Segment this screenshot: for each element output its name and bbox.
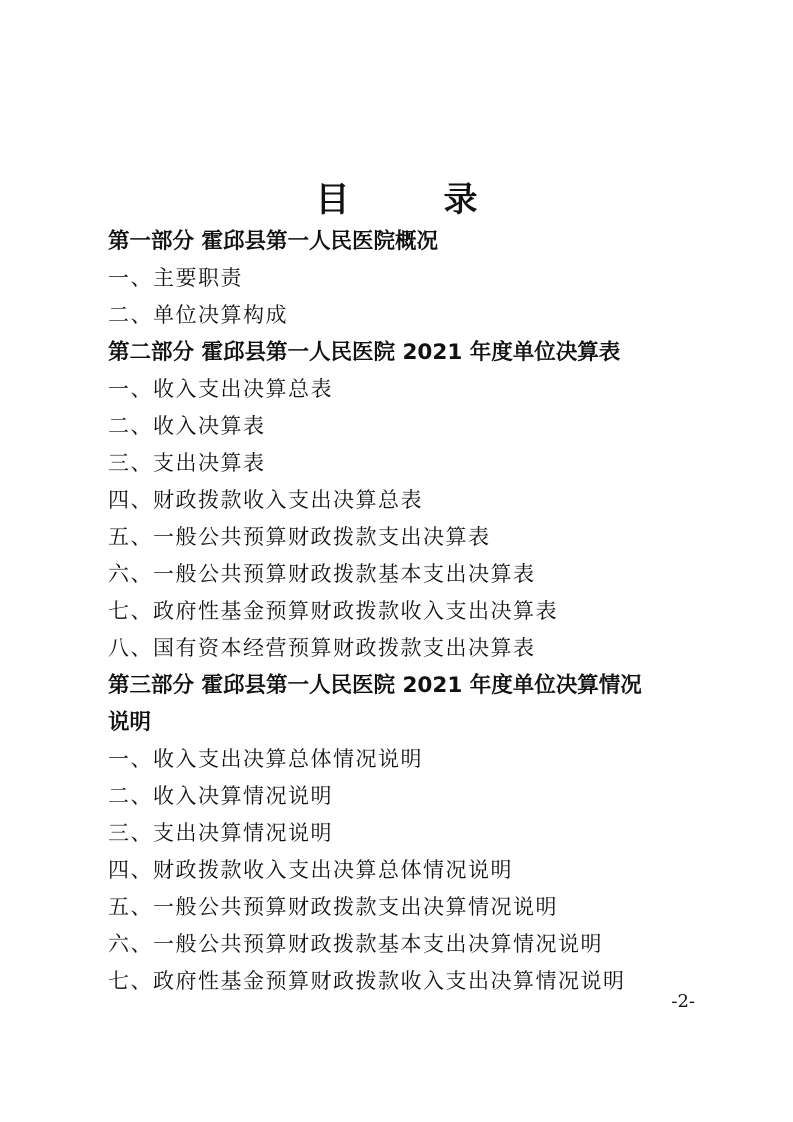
toc-item[interactable]: 二、单位决算构成 <box>108 303 288 327</box>
toc-item[interactable]: 六、一般公共预算财政拨款基本支出决算情况说明 <box>108 932 603 956</box>
toc-item[interactable]: 一、收入支出决算总表 <box>108 377 333 401</box>
toc-item[interactable]: 七、政府性基金预算财政拨款收入支出决算情况说明 <box>108 969 626 993</box>
toc-part-3-heading[interactable]: 第三部分 霍邱县第一人民医院 2021 年度单位决算情况 <box>108 673 642 698</box>
toc-item[interactable]: 五、一般公共预算财政拨款支出决算表 <box>108 525 491 549</box>
toc-item[interactable]: 四、财政拨款收入支出决算总体情况说明 <box>108 858 513 882</box>
toc-item[interactable]: 一、收入支出决算总体情况说明 <box>108 747 423 771</box>
toc-item[interactable]: 四、财政拨款收入支出决算总表 <box>108 488 423 512</box>
toc-part-2-heading[interactable]: 第二部分 霍邱县第一人民医院 2021 年度单位决算表 <box>108 340 621 365</box>
toc-item[interactable]: 三、支出决算情况说明 <box>108 821 333 845</box>
toc-item[interactable]: 三、支出决算表 <box>108 451 266 475</box>
page-title: 目 录 <box>315 180 508 220</box>
toc-item[interactable]: 六、一般公共预算财政拨款基本支出决算表 <box>108 562 536 586</box>
toc-part-3-heading-continued[interactable]: 说明 <box>108 710 152 735</box>
toc-item[interactable]: 五、一般公共预算财政拨款支出决算情况说明 <box>108 895 558 919</box>
table-of-contents <box>108 223 698 1000</box>
toc-item[interactable]: 七、政府性基金预算财政拨款收入支出决算表 <box>108 599 558 623</box>
page-number: -2- <box>671 991 695 1012</box>
toc-part-1-heading[interactable]: 第一部分 霍邱县第一人民医院概况 <box>108 229 438 254</box>
toc-item[interactable]: 八、国有资本经营预算财政拨款支出决算表 <box>108 636 536 660</box>
toc-item[interactable]: 二、收入决算情况说明 <box>108 784 333 808</box>
toc-item[interactable]: 一、主要职责 <box>108 266 243 290</box>
toc-item[interactable]: 二、收入决算表 <box>108 414 266 438</box>
